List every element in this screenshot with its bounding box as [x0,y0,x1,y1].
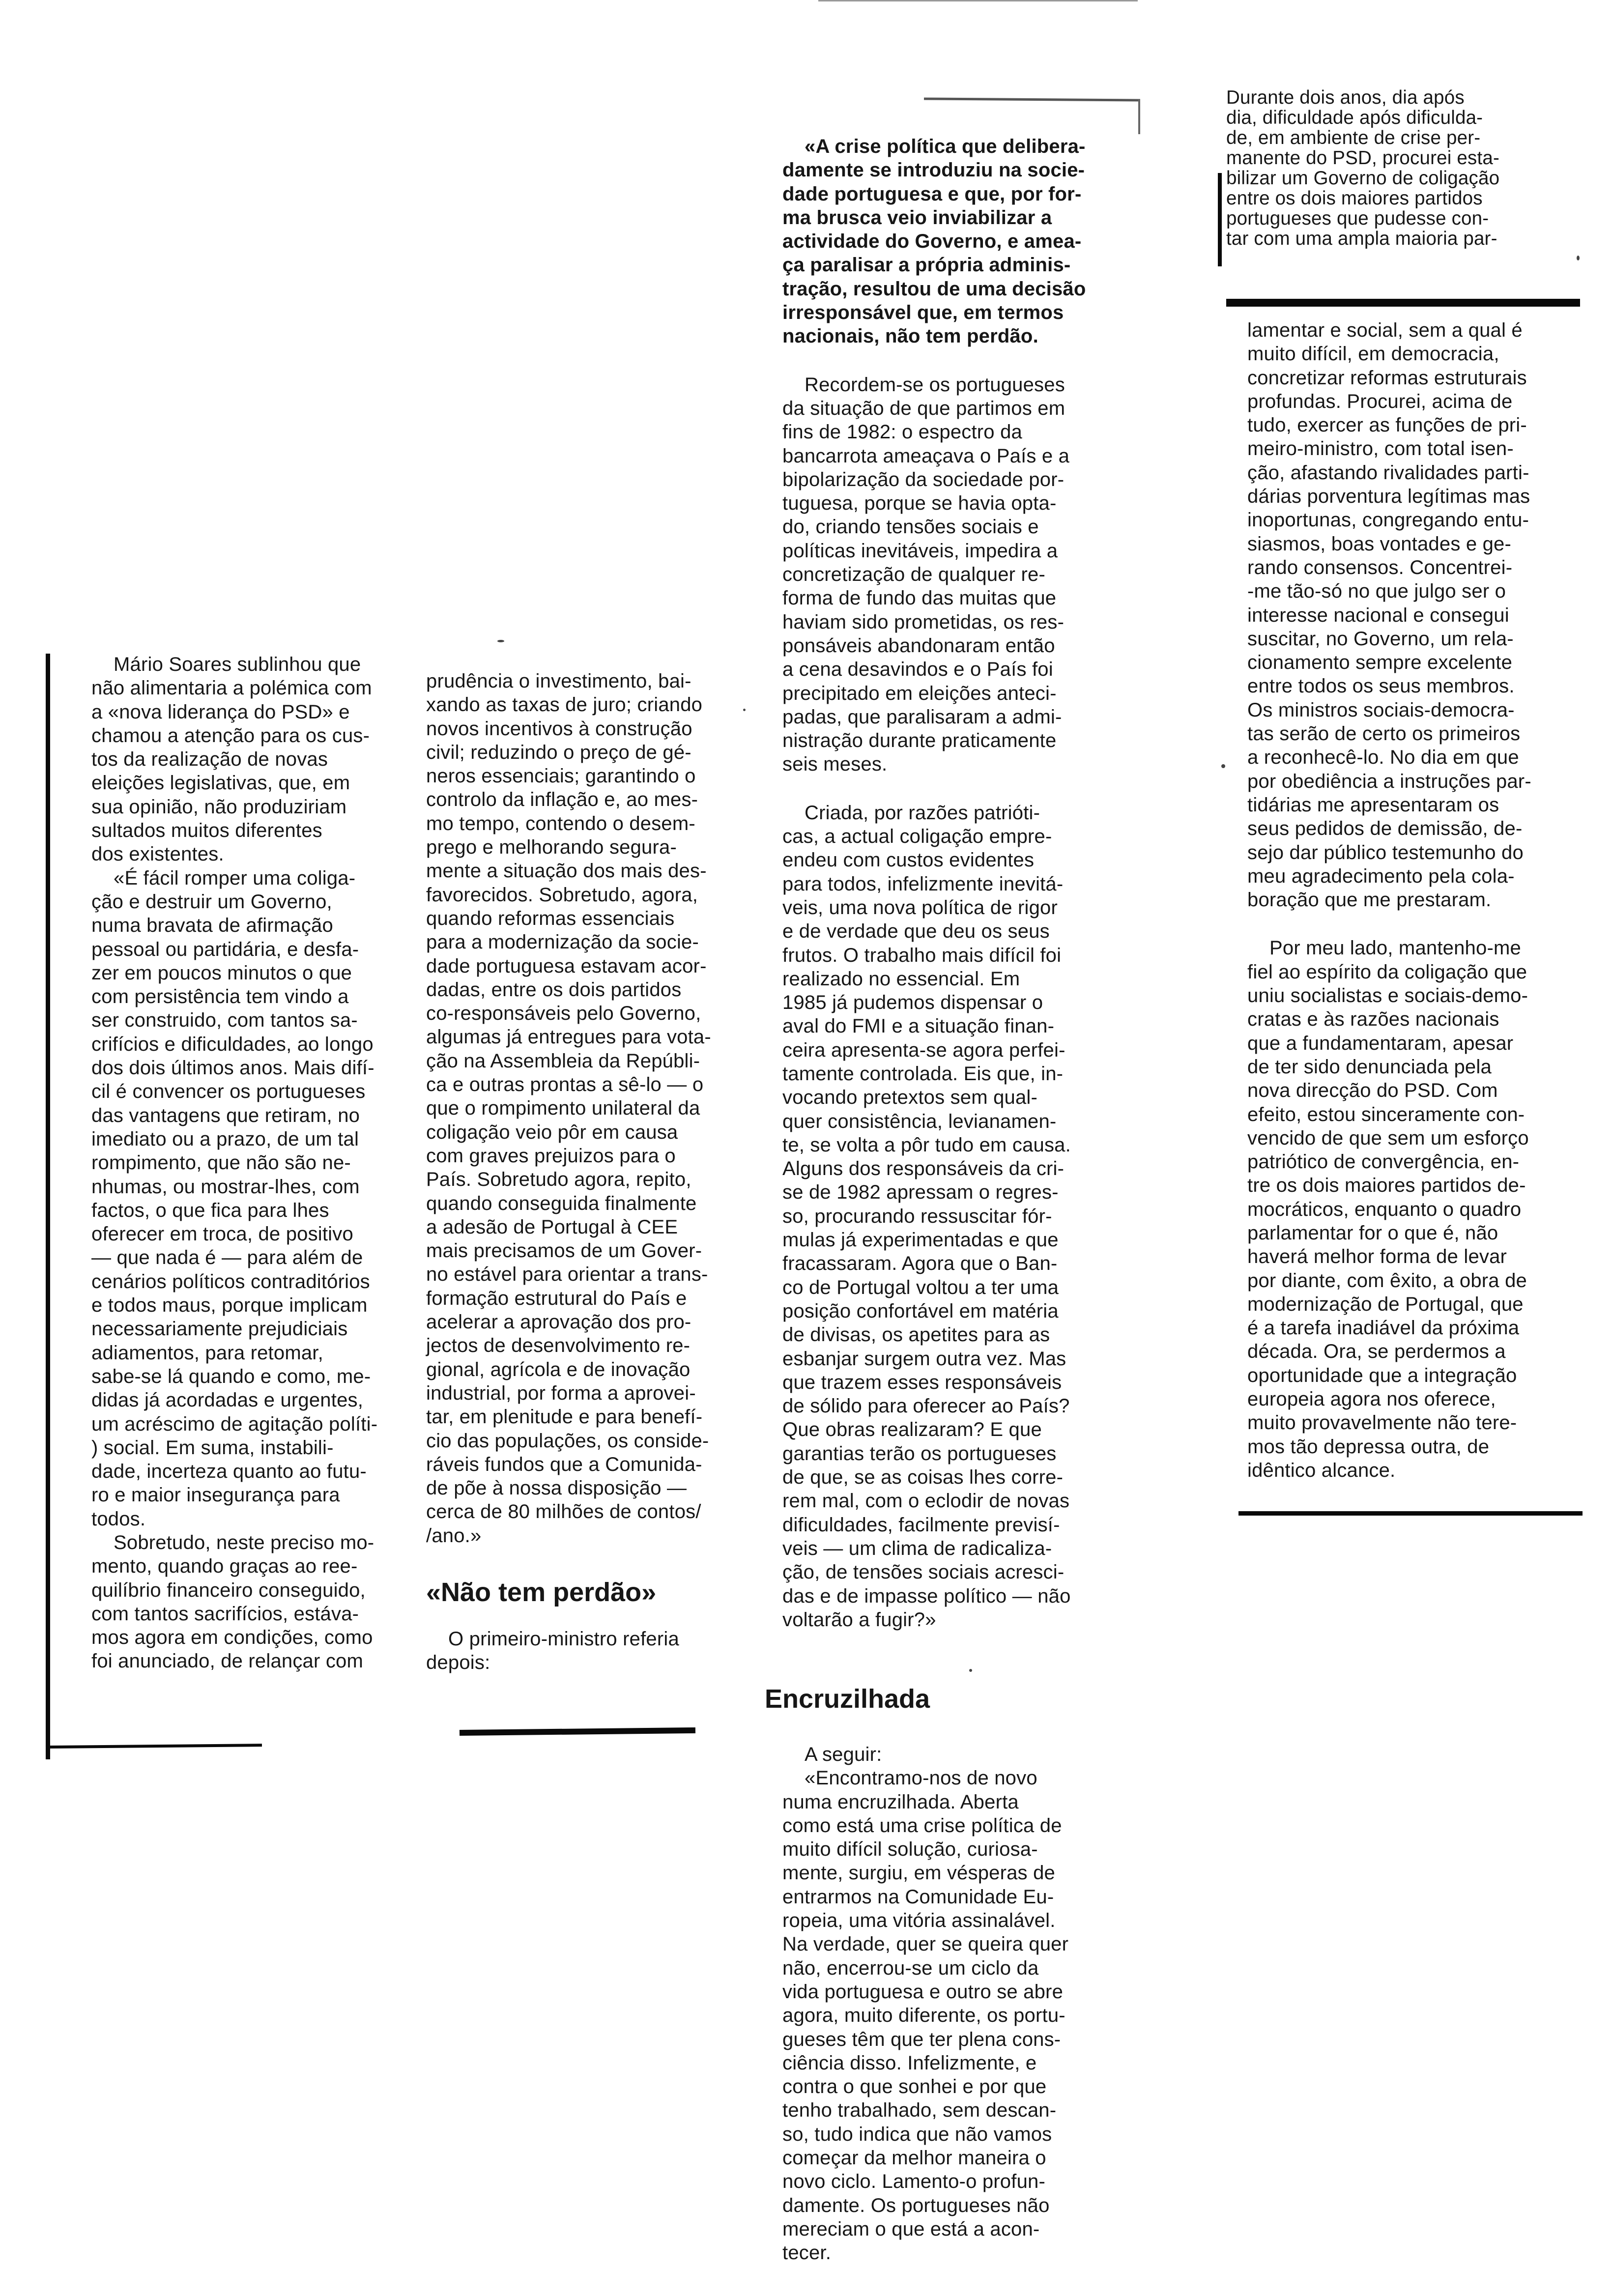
col2-bottom-rule [460,1727,695,1736]
scan-speck [1577,256,1580,260]
scan-speck [743,709,746,711]
col2-paragraph-1: prudência o investimento, bai- xando as taxas de juro; criando novos incentivos à construção civil; reduzindo o preço de gé- neros essenciais; garantindo o controlo da inflação e, ao mes- mo tempo, contendo o desem- prego e melhorando segura- mente a situação dos mais des- favorecidos. Sobretudo, agora, quando reformas essenciais para a modernização da socie- dade portuguesa estavam acor- dadas, entre os dois partidos co-responsáveis pelo Governo, algumas já entregues para vota- ção na Assembleia da Repúbli- ca e outras prontas a sê-lo — o que o rompimento unilateral da coligação veio pôr em causa com graves prejuizos para o País. Sobretudo agora, repito, quando conseguida finalmente a adesão de Portugal à CEE mais precisamos de um Gover- no estável para orientar a trans- formação estrutural do País e acelerar a aprovação dos pro- jectos de desenvolvimento re- gional, agrícola e de inovação industrial, por forma a aprovei- tar, em plenitude e para benefí- cio das populações, os conside- ráveis fundos que a Comunida- de põe à nossa disposição — cerca de 80 milhões de contos/ /ano.» [426,670,711,1547]
col4-top-rule [1226,299,1580,307]
column-3 [782,135,1117,1632]
top-edge-rule [818,0,1138,1]
col4-bottom-rule [1238,1511,1583,1516]
col3-top-rule [924,97,1140,101]
col4-paragraph-1: lamentar e social, sem a qual é muito difícil, em democracia, concretizar reformas estruturais profundas. Procurei, acima de tudo, exercer as funções de pri- meiro-ministro, com total isen- ção, afastando rivalidades parti- dárias porventura legítimas mas inoportunas, congregando entu- siasmos, boas vontades e ge- rando consensos. Concentrei- -me tão-só no que julgo ser o interesse nacional e consegui suscitar, no Governo, um rela- cionamento sempre excelente entre todos os seus membros. Os ministros sociais-democra- tas serão de certo os primeiros a reconhecê-lo. No dia em que por obediência a instruções par- tidárias me apresentaram os seus pedidos de demissão, de- sejo dar público testemunho do meu agradecimento pela cola- boração que me prestaram. [1247,319,1531,911]
scan-speck [497,640,504,642]
scan-speck [969,1669,972,1672]
col1-left-bar [46,654,50,1759]
col3-paragraph-2: Recordem-se os portugueses da situação de que partimos em fins de 1982: o espectro da bancarrota ameaçava o País e a bipolarização da sociedade por- tuguesa, porque se havia opta- do, criando tensões sociais e políticas inevitáveis, impedira a concretização de qualquer re- forma de fundo das muitas que haviam sido prometidas, os res- ponsáveis abandonaram então a cena desavindos e o País foi precipitado em eleições anteci- padas, que paralisaram a admi- nistração durante praticamente seis meses. [782,373,1070,775]
col3-heading: Encruzilhada [765,1684,930,1714]
col2-after-heading: O primeiro-ministro referia depois: [426,1628,679,1674]
col1-paragraph-1: Mário Soares sublinhou que não alimentaria a polémica com a «nova liderança do PSD» e chamou a atenção para os cus- tos da realização de novas eleições legislativas, que, em sua opinião, não produziriam sultados muitos diferentes dos existentes. [91,654,372,865]
col1-bottom-tick [46,1744,262,1749]
col4-top-block [1226,87,1565,249]
column-3-lower [765,1684,1099,2265]
col4-left-bracket [1218,173,1222,266]
col4-paragraph-2: Por meu lado, mantenho-me fiel ao espírito da coligação que uniu socialistas e sociais-demo- cratas e às razões nacionais que a fundamentaram, apesar de ter sido denunciada pela nova direcção do PSD. Com efeito, estou sinceramente con- vencido de que sem um esforço patriótico de convergência, en- tre os dois maiores partidos de- mocráticos, enquanto o quadro parlamentar for o que é, não haverá melhor forma de levar por diante, com êxito, a obra de modernização de Portugal, que é a tarefa inadiável da próxima década. Ora, se perdermos a oportunidade que a integração europeia agora nos oferece, muito provavelmente não tere- mos tão depressa outra, de idêntico alcance. [1247,937,1529,1481]
column-2 [426,669,746,1675]
col2-heading: «Não tem perdão» [426,1577,657,1607]
col3-lower-paragraph: «Encontramo-nos de novo numa encruzilhada. Aberta como está uma crise política de muito difícil solução, curiosa- mente, surgiu, em vésperas de entrarmos na Comunidade Eu- ropeia, uma vitória assinalável. Na verdade, quer se queira quer não, encerrou-se um ciclo da vida portuguesa e outro se abre agora, muito diferente, os portu- gueses têm que ter plena cons- ciência disso. Infelizmente, e contra o que sonhei e por que tenho trabalhado, sem descan- so, tudo indica que não vamos começar da melhor maneira o novo ciclo. Lamento-o profun- damente. Os portugueses não mereciam o que está a acon- tecer. [782,1767,1069,2264]
column-4 [1247,318,1573,1482]
col1-paragraph-2: «É fácil romper uma coliga- ção e destruir um Governo, numa bravata de afirmação pessoal ou partidária, e desfa- zer em poucos minutos o que com persistência tem vindo a ser construido, com tantos sa- crifícios e dificuldades, ao longo dos dois últimos anos. Mais difí- cil é convencer os portugueses das vantagens que retiram, no imediato ou a prazo, de um tal rompimento, que não são ne- nhumas, ou mostrar-lhes, com factos, o que fica para lhes oferecer em troca, de positivo — que nada é — para além de cenários políticos contraditórios e todos maus, porque implicam necessariamente prejudiciais adiamentos, para retomar, sabe-se lá quando e como, me- didas já acordadas e urgentes, um acréscimo de agitação políti- ) social. Em suma, instabili- dade, incerteza quanto ao futu- ro e maior insegurança para todos. [91,867,378,1530]
col3-lower-intro: A seguir: [805,1744,882,1765]
scan-speck [1221,764,1225,768]
col3-paragraph-3: Criada, por razões patrióti- cas, a actual coligação empre- endeu com custos evidentes para todos, infelizmente inevitá- veis, uma nova política de rigor e de verdade que deu os seus frutos. O trabalho mais difícil foi realizado no essencial. Em 1985 já pudemos dispensar o aval do FMI e a situação finan- ceira apresenta-se agora perfei- tamente controlada. Eis que, in- vocando pretextos sem qual- quer consistência, levianamen- te, se volta a pôr tudo em causa. Alguns dos responsáveis da cri- se de 1982 apressam o regres- so, procurando ressuscitar fór- mulas já experimentadas e que fracassaram. Agora que o Ban- co de Portugal voltou a ter uma posição confortável em matéria de divisas, os apetites para as esbanjar surgem outra vez. Mas que trazem esses responsáveis de sólido para oferecer ao País? Que obras realizaram? E que garantias terão os portugueses de que, se as coisas lhes corre- rem mal, com o eclodir de novas dificuldades, facilmente previsí- veis — um clima de radicaliza- ção, de tensões sociais acresci- das e de impasse político — não voltarão a fugir?» [782,802,1071,1631]
col4-top-paragraph: Durante dois anos, dia após dia, dificuldade após dificulda- de, em ambiente de crise per- manente do PSD, procurei esta- bilizar um Governo de coligação entre os dois maiores partidos portugueses que pudesse con- tar com uma ampla maioria par- [1226,87,1500,249]
column-1 [91,653,399,1673]
col3-top-tick [1138,100,1140,134]
col3-paragraph-1: «A crise política que delibera- damente se introduziu na socie- dade portuguesa e que, por for- ma brusca veio inviabilizar a actividade do Governo, e amea- ça paralisar a própria adminis- tração, resultou de uma decisão irresponsável que, em termos nacionais, não tem perdão. [782,136,1086,347]
col1-paragraph-3: Sobretudo, neste preciso mo- mento, quando graças ao ree- quilíbrio financeiro conseguido, com tantos sacrifícios, estáva- mos agora em condições, como foi anunciado, de relançar com [91,1531,374,1672]
